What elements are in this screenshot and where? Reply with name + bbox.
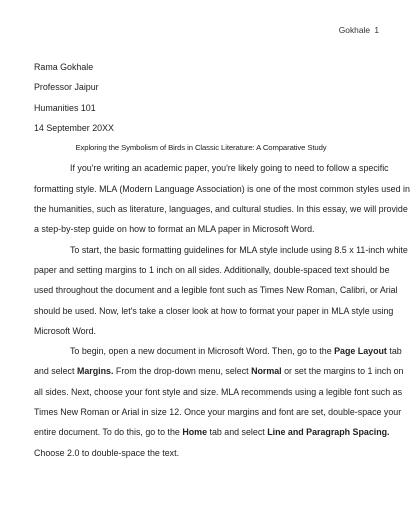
- text-run: To begin, open a new document in Microsoft Word. Then, go to the: [70, 346, 335, 357]
- text-run: all sides. Next, choose your font style and size. MLA recommends using a legible font such as: [34, 386, 403, 397]
- text-run: tab and select: [207, 427, 268, 438]
- paragraph-line: [34, 382, 403, 402]
- text-run: a step-by-step guide on how to format an MLA paper in Microsoft Word.: [34, 224, 315, 235]
- paragraph-line: [34, 179, 410, 199]
- date: 14 September 20XX: [34, 122, 114, 133]
- text-run: and select: [34, 366, 77, 377]
- paragraph: [34, 341, 404, 463]
- paragraph-line: [34, 199, 408, 219]
- text-run: formatting style. MLA (Modern Language Association) is one of the most common styles used in: [34, 183, 410, 194]
- text-run: To start, the basic formatting guidelines for MLA style include using 8.5 x 11-inch white: [70, 244, 408, 255]
- paragraph-line: [34, 240, 408, 260]
- running-head-surname: Gokhale: [338, 25, 370, 35]
- paragraph-line: [34, 158, 389, 178]
- paragraph-line: [34, 260, 390, 280]
- paragraph-line: [34, 402, 402, 422]
- text-run: Choose 2.0 to double-space the text.: [34, 447, 180, 458]
- paragraph-line: [34, 422, 390, 442]
- bold-term: Normal: [251, 366, 282, 377]
- bold-term: Margins.: [76, 366, 114, 377]
- bold-term: Page Layout: [334, 346, 387, 357]
- text-run: tab: [386, 346, 402, 357]
- text-run: Microsoft Word.: [34, 325, 96, 336]
- course-name: Humanities 101: [34, 102, 96, 113]
- text-run: used throughout the document and a legible font such as Times New Roman, Calibri, or Arial: [34, 285, 398, 296]
- running-head: [339, 25, 379, 35]
- paragraph-line: [34, 361, 404, 381]
- text-run: entire document. To do this, go to the: [34, 427, 183, 438]
- text-run: the humanities, such as literature, languages, and cultural studies. In this essay, we will provide: [34, 204, 408, 215]
- paragraph-line: [34, 341, 402, 361]
- text-run: Times New Roman or Arial in size 12. Once your margins and font are set, double-space your: [34, 407, 402, 418]
- bold-term: Home: [182, 427, 208, 438]
- essay-paragraphs: [34, 158, 410, 462]
- text-run: paper and setting margins to 1 inch on all sides. Additionally, double-spaced text should be: [34, 264, 390, 275]
- document-body: [34, 57, 410, 463]
- paragraph-line: [34, 301, 394, 321]
- bold-term: Line and Paragraph Spacing.: [267, 427, 390, 438]
- paragraph: [34, 158, 410, 239]
- page-number: 1: [374, 25, 379, 35]
- text-run: If you're writing an academic paper, you're likely going to need to follow a specific: [70, 163, 389, 174]
- essay-title: Exploring the Symbolism of Birds in Classic Literature: A Comparative Study: [75, 143, 327, 153]
- paragraph-line: [34, 321, 368, 341]
- text-run: From the drop-down menu, select: [113, 366, 252, 377]
- text-run: or set the margins to 1 inch on: [281, 366, 404, 377]
- instructor-name: Professor Jaipur: [34, 82, 99, 93]
- paragraph: [34, 240, 408, 341]
- paragraph-line: [34, 280, 398, 300]
- student-name: Rama Gokhale: [34, 62, 94, 72]
- paragraph-line: [34, 443, 368, 463]
- paragraph-line: [34, 219, 368, 239]
- text-run: should be used. Now, let's take a closer look at how to format your paper in MLA style using: [34, 305, 394, 316]
